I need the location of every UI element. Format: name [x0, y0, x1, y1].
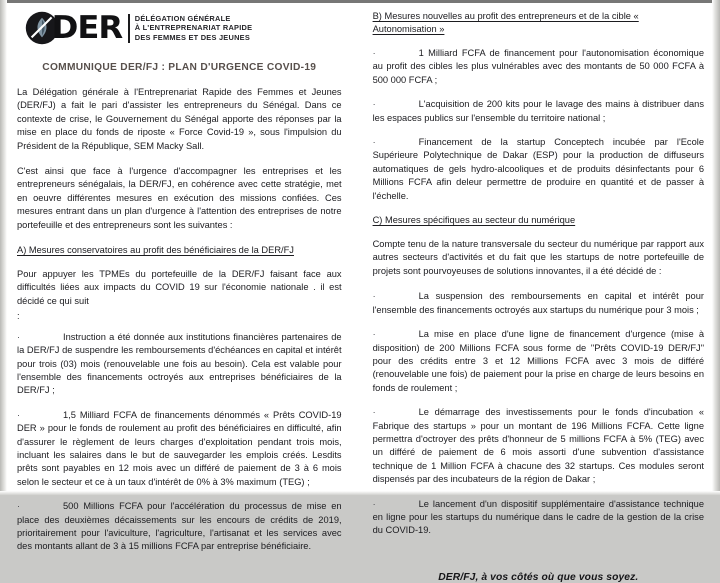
bullet-marker: · [17, 331, 20, 342]
logo-divider [128, 14, 130, 43]
list-item [373, 498, 704, 538]
bullet-marker: · [372, 137, 376, 148]
list-item [373, 290, 704, 317]
section-b-heading: B) Mesures nouvelles au profit des entrepreneurs et de la cible « Autonomisation » [372, 11, 639, 34]
list-item [373, 98, 704, 125]
bullet-marker: · [372, 329, 376, 340]
left-column [8, 0, 353, 552]
der-logo [25, 11, 342, 45]
bullet-marker: · [372, 48, 376, 58]
list-item [17, 500, 342, 554]
bullet-text: 1,5 Milliard FCFA de financements dénommés « Prêts COVID-19 DER » pour le fonds de roulement au profit des bénéficiaires en difficulté, afin d'assurer le règlement de leurs charges d'exploitation pendant trois mois, incluant les salaires dans le but de sauvegarder les emplois créés. Lesdits prêts sont payables en 12 mois avec un différé de paiement de 3 à 6 mois selon le secteur et ce à un taux d'intérêt de 0% à 3% maximum (TEG) ; [17, 409, 342, 487]
bullet-text: Le démarrage des investissements pour le fonds d'incubation « Fabrique des startups » pour un montant de 196 Millions FCFA. Cette ligne permettra d'octroyer des prêts d'honneur de 5 millions FCFA à 5% (TEG) avec un différé de paiement de 6 mois assorti d'une subvention d'assistance technique de 1 Million FCFA à chacune des 32 startups. Ces modules seront dispensés par des incubateurs de la région de Dakar ; [372, 407, 704, 485]
logo-tagline-line-1: DÉLÉGATION GÉNÉRALE [134, 13, 231, 23]
list-item [373, 406, 704, 486]
intro-paragraph-1: La Délégation générale à l'Entreprenariat Rapide des Femmes et Jeunes (DER/FJ) a fait le pari d'assister les entrepreneurs du Sénégal. Dans ce contexte de crise, le Gouvernement du Sénégal apporte des réponses par la mise en place du fonds de riposte « Force Covid-19 », sous l'impulsion du Président de la République, SEM Macky Sall. [17, 87, 342, 151]
page-edge-right [712, 0, 720, 496]
bullet-marker: · [372, 291, 376, 302]
intro-paragraph-2: C'est ainsi que face à l'urgence d'accompagner les entreprises et les entrepreneurs sénégalais, la DER/FJ, en cohérence avec cette stratégie, met en oeuvre différentes mesures en exécution des missions confiées. Ces mesures entrant dans un plan d'urgence à l'attention des entreprises de notre portefeuille et des entrepreneurs sont les suivantes : [17, 166, 342, 230]
logo-tagline-line-3: DES FEMMES ET DES JEUNES [134, 32, 251, 42]
section-a-heading: A) Mesures conservatoires au profit des bénéficiaires de la DER/FJ [17, 245, 294, 256]
list-item [373, 47, 704, 87]
bullet-text: Financement de la startup Conceptech incubée par l'Ecole Supérieure Polytechnique de Dakar (ESP) pour la production de diffuseurs automatiques de gels hydro-alcooliques et de produits désinfectants pour 6 Millions FCFA afin deleur permettre de produire en quantité et de passer à l'échelle. [372, 137, 704, 201]
bullet-marker: · [372, 407, 376, 418]
bullet-marker: · [17, 409, 20, 420]
bullet-text: 1 Milliard FCFA de financement pour l'autonomisation économique au profit des cibles les plus vulnérables avec des montants de 50 000 FCFA à 500 000 FCFA ; [372, 48, 704, 85]
right-column [367, 0, 711, 583]
bullet-text: Instruction a été donnée aux institutions financières partenaires de la DER/FJ de suspendre les remboursements d'échéances en capital et intérêt pour trois (03) mois (renouvelable une fois au besoin). Cela est valable pour l'ensemble des financements octroyés aux entreprises bénéficiaires de la DER/FJ ; [17, 331, 342, 396]
bullet-marker: · [372, 99, 376, 110]
list-item [17, 409, 342, 489]
list-item [373, 136, 704, 203]
bullet-text: Le lancement d'un dispositif supplémentaire d'assistance technique en ligne pour les startups du numérique dans le cadre de la gestion de la crise du COVID-19. [372, 498, 704, 536]
section-c-heading: C) Mesures spécifiques au secteur du numérique [372, 215, 576, 226]
document-title: COMMUNIQUE DER/FJ : PLAN D'URGENCE COVID-19 [42, 62, 317, 73]
two-column-layout [8, 0, 711, 583]
bullet-text: 500 Millions FCFA pour l'accélération du processus de mise en place des deuxièmes décaissements sur les encours de crédits de 2019, prioritairement pour l'aviculture, l'agriculture, l'artisanat et les services avec des montants allant de 3 à 15 millions FCFA par entreprise bénéficiaire. [17, 501, 342, 552]
page-edge-left [0, 0, 7, 496]
bullet-text: La mise en place d'une ligne de financement d'urgence (mise à disposition) de 200 Millions FCFA sous forme de "Prêts COVID-19 DER/FJ" pour des crédits entre 3 et 12 Millions FCFA avec 3 mois de différé (renouvelable une fois) de paiement pour la prise en charge de leurs besoins en fonds de roulement ; [372, 329, 704, 393]
logo-brand-text: DER [51, 10, 123, 46]
section-a-intro: Pour appuyer les TPMEs du portefeuille de la DER/FJ faisant face aux difficultés liées aux impacts du COVID 19 sur l'économie nationale . il est décidé ce qui suit [17, 269, 342, 306]
bullet-text: La suspension des remboursements en capital et intérêt pour l'ensemble des financements octroyés aux startups du numérique pour 3 mois ; [372, 291, 704, 315]
logo-tagline-line-2: À L'ENTREPRENARIAT RAPIDE [134, 23, 253, 33]
bullet-text: L'acquisition de 200 kits pour le lavage des mains à distribuer dans les espaces publics sur l'ensemble du territoire national ; [372, 99, 704, 123]
bullet-marker: · [372, 498, 376, 509]
section-b-bullet-list [373, 47, 704, 203]
closing-slogan: DER/FJ, à vos côtés où que vous soyez. [438, 571, 639, 583]
bullet-marker: · [17, 501, 20, 512]
list-item [17, 331, 342, 398]
logo-tagline [135, 14, 253, 43]
list-item [373, 328, 704, 395]
section-c-intro: Compte tenu de la nature transversale du secteur du numérique par rapport aux autres secteurs d'activités et du fait que les startups de notre portefeuille de projets sont pourvoyeuses de solutions innovantes, il a été décidé de : [372, 239, 704, 276]
section-c-bullet-list [373, 290, 704, 538]
section-a-intro-colon: : [17, 311, 20, 322]
section-a-bullet-list [17, 331, 342, 554]
